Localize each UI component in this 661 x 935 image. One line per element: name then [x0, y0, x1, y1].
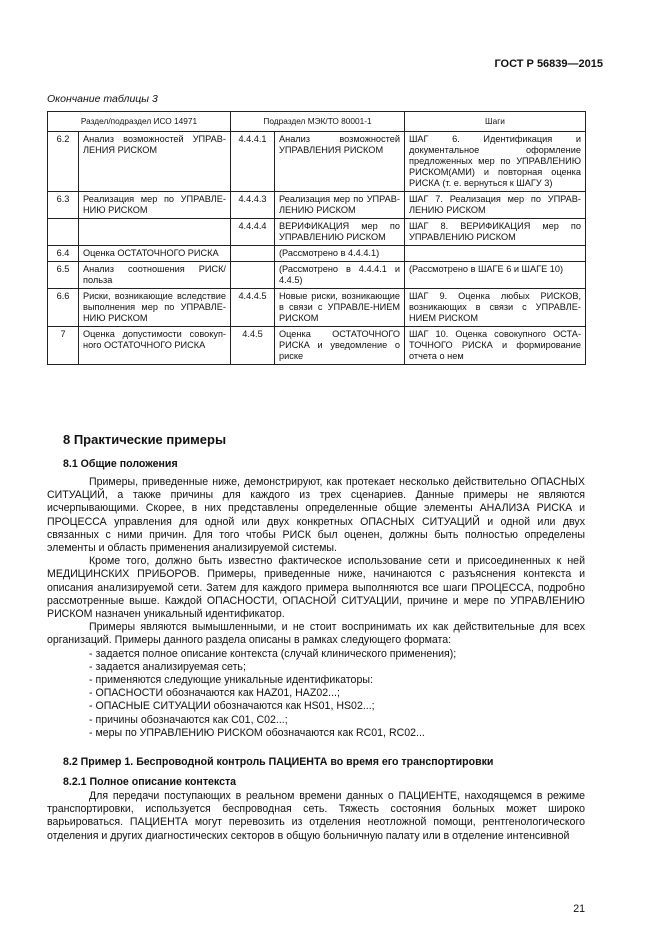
table-cell: Оценка допустимости совокуп-ного ОСТАТОЧНОГО РИСКА	[79, 327, 231, 365]
table-cell: 6.5	[48, 262, 79, 289]
list-item: - ОПАСНОСТИ обозначаются как HAZ01, HAZ02...;	[89, 687, 340, 700]
section-8-2-1-body	[47, 790, 585, 843]
table-cell: (Рассмотрено в 4.4.4.1)	[275, 246, 405, 262]
table-cell: Оценка ОСТАТОЧНОГО РИСКА	[79, 246, 231, 262]
table-cell: Анализ соотношения РИСК/ польза	[79, 262, 231, 289]
table-cell: 4.4.5	[231, 327, 275, 365]
table-row	[48, 327, 586, 365]
table-cell: 4.4.4.4	[231, 219, 275, 246]
section-8-2-title: 8.2 Пример 1. Беспроводной контроль ПАЦИЕНТА во время его транспортировки	[63, 756, 494, 768]
table-cell: 6.2	[48, 132, 79, 192]
list-item: - причины обозначаются как С01, С02...;	[89, 713, 288, 726]
page-number: 21	[573, 903, 585, 915]
section-8-1-title: 8.1 Общие положения	[63, 458, 178, 470]
table-cell: 6.3	[48, 192, 79, 219]
list-item: - применяются следующие уникальные идентификаторы:	[89, 674, 373, 687]
list-item: - задается анализируемая сеть;	[89, 660, 246, 673]
table-cell: 4.4.4.1	[231, 132, 275, 192]
header-iso: Раздел/подраздел ИСО 14971	[48, 112, 231, 132]
table-cell: ШАГ 10. Оценка совокупного ОСТА-ТОЧНОГО РИСКА и формирование отчета о нем	[405, 327, 586, 365]
paragraph: Для передачи поступающих в реальном времени данных о ПАЦИЕНТЕ, находящемся в режиме транспортировки, используется беспроводная сеть. Тяжесть состояния больных может широко варьироваться. ПАЦИЕНТА могут перевозить из отделения неотложной помощи, рентгенологического отделения и других диагностических секторов в общую больничную палату или в отделение интенсивной	[47, 790, 585, 842]
table-cell: Новые риски, возникающие в связи с УПРАВЛЕ-НИЕМ РИСКОМ	[275, 289, 405, 327]
section-8-title: 8 Практические примеры	[63, 432, 227, 447]
table-cell: ШАГ 9. Оценка любых РИСКОВ, возникающих в связи с УПРАВЛЕ-НИЕМ РИСКОМ	[405, 289, 586, 327]
table-row	[48, 289, 586, 327]
table-cell: Риски, возникающие вследствие выполнения мер по УПРАВЛЕ-НИЮ РИСКОМ	[79, 289, 231, 327]
section-8-2-1-title: 8.2.1 Полное описание контекста	[63, 776, 237, 788]
table-row	[48, 219, 586, 246]
table-cell: 7	[48, 327, 79, 365]
standard-number: ГОСТ Р 56839—2015	[494, 58, 603, 70]
list-item: - меры по УПРАВЛЕНИЮ РИСКОМ обозначаются как RC01, RC02...	[89, 726, 425, 739]
table-row	[48, 262, 586, 289]
paragraph: Примеры, приведенные ниже, демонстрируют, как протекает несколько действительно ОПАСНЫХ СИТУАЦИЙ, а также причины для каждого из трех сценариев. Данные примеры не являются исчерпывающими. Скорее, в них представлены определенные общие элементы АНАЛИЗА РИСКА и ПРОЦЕССА управления для одной или двух конкретных ОПАСНЫХ СИТУАЦИЙ и одной или двух связанных с ними причин. Для того чтобы РИСК был оценен, должны быть полностью определены элементы и область применения анализируемой системы.	[47, 476, 585, 555]
table-cell: Реализация мер по УПРАВ-ЛЕНИЮ РИСКОМ	[275, 192, 405, 219]
table-cell: ВЕРИФИКАЦИЯ мер по УПРАВЛЕНИЮ РИСКОМ	[275, 219, 405, 246]
table-cell: (Рассмотрено в ШАГЕ 6 и ШАГЕ 10)	[405, 262, 586, 289]
table-cell: ШАГ 6. Идентификация и документальное оформление предложенных мер по УПРАВЛЕНИЮ РИСКОМ(АМИ) и повторная оценка РИСКА (т. е. вернуться к ШАГУ 3)	[405, 132, 586, 192]
table-cell: 6.4	[48, 246, 79, 262]
table-cell: Анализ возможностей УПРАВЛЕНИЯ РИСКОМ	[275, 132, 405, 192]
table-header-row	[48, 112, 586, 132]
comparison-table	[47, 111, 586, 365]
section-8-1-body	[47, 476, 585, 740]
table-cell: 6.6	[48, 289, 79, 327]
header-iec: Подраздел МЭК/ТО 80001-1	[231, 112, 405, 132]
table-cell	[79, 219, 231, 246]
table-row	[48, 192, 586, 219]
table-cell	[231, 246, 275, 262]
table-cell: 4.4.4.3	[231, 192, 275, 219]
table-cell	[48, 219, 79, 246]
table-cell: ШАГ 8. ВЕРИФИКАЦИЯ мер по УПРАВЛЕНИЮ РИСКОМ	[405, 219, 586, 246]
paragraph: Кроме того, должно быть известно фактическое использование сети и присоединенных к ней МЕДИЦИНСКИХ ПРИБОРОВ. Примеры, приведенные ниже, начинаются с разъяснения контекста и описания анализируемой сети. Затем для каждого примера выполняются все шаги ПРОЦЕССА, подробно рассмотренные выше. Каждой ОПАСНОСТИ, ОПАСНОЙ СИТУАЦИИ, причине и мере по УПРАВЛЕНИЮ РИСКОМ назначен уникальный идентификатор.	[47, 555, 585, 621]
table-cell	[405, 246, 586, 262]
table-cell: Анализ возможностей УПРАВ-ЛЕНИЯ РИСКОМ	[79, 132, 231, 192]
paragraph: Примеры являются вымышленными, и не стоит воспринимать их как действительные для всех организаций. Примеры данного раздела описаны в рамках следующего формата:	[47, 621, 585, 647]
header-steps: Шаги	[405, 112, 586, 132]
list-item: - ОПАСНЫЕ СИТУАЦИИ обозначаются как HS01, HS02...;	[89, 700, 375, 713]
table-cell: ШАГ 7. Реализация мер по УПРАВ-ЛЕНИЮ РИСКОМ	[405, 192, 586, 219]
table-cell: (Рассмотрено в 4.4.4.1 и 4.4.5)	[275, 262, 405, 289]
table-row	[48, 132, 586, 192]
table-caption: Окончание таблицы 3	[47, 93, 158, 105]
table-cell	[231, 262, 275, 289]
table-cell: Реализация мер по УПРАВЛЕ-НИЮ РИСКОМ	[79, 192, 231, 219]
table-row	[48, 246, 586, 262]
list-item: - задается полное описание контекста (случай клинического применения);	[89, 647, 457, 660]
table-cell: 4.4.4.5	[231, 289, 275, 327]
table-cell: Оценка ОСТАТОЧНОГО РИСКА и уведомление о риске	[275, 327, 405, 365]
